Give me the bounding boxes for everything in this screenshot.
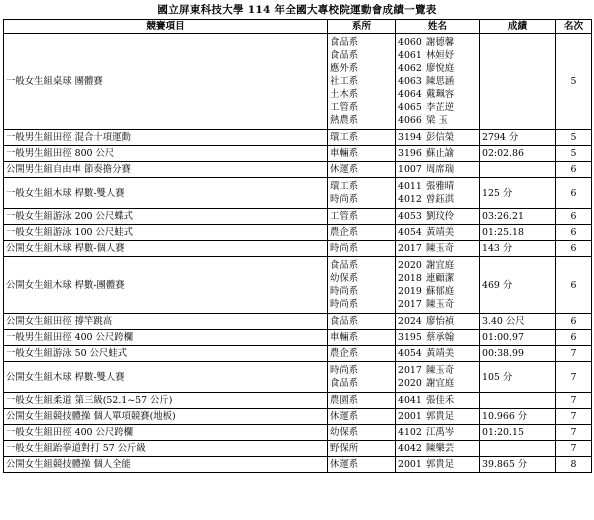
- member-id: 2017: [398, 299, 422, 310]
- member-dept: 休運系: [330, 459, 359, 470]
- rank-cell: 8: [556, 457, 592, 473]
- member-id: 4060: [398, 37, 422, 48]
- table-row: [4, 330, 592, 346]
- member-line: [398, 377, 477, 390]
- member-dept: 幼保系: [330, 273, 359, 284]
- event-cell: 一般女生組桌球 團體賽: [4, 34, 328, 130]
- event-cell: 一般女生組跆拳道對打 57 公斤級: [4, 441, 328, 457]
- table-row: [4, 362, 592, 393]
- member-id: 2018: [398, 273, 422, 284]
- event-cell: 公開女生組木球 桿數-個人賽: [4, 241, 328, 257]
- dept-cell: [328, 257, 396, 314]
- event-cell: 公開女生組木球 桿數-團體賽: [4, 257, 328, 314]
- member-id: 2019: [398, 286, 422, 297]
- member-id: 4012: [398, 194, 422, 205]
- rank-cell: 7: [556, 425, 592, 441]
- member-line: [398, 131, 477, 144]
- header-rank: 名次: [556, 20, 592, 34]
- member-dept: 食品系: [330, 260, 359, 271]
- member-name: 廖悅庭: [426, 63, 455, 74]
- member-name: 李芷逆: [426, 102, 455, 113]
- member-id: 4062: [398, 63, 422, 74]
- member-line: [398, 180, 477, 193]
- member-dept: 休運系: [330, 164, 359, 175]
- member-line: [398, 394, 477, 407]
- rank-cell: 5: [556, 34, 592, 130]
- score-cell: [480, 393, 556, 409]
- member-dept: 農企系: [330, 348, 359, 359]
- member-id: 2020: [398, 378, 422, 389]
- member-line: [398, 114, 477, 127]
- member-id: 2020: [398, 260, 422, 271]
- event-cell: 公開女生組木球 桿數-雙人賽: [4, 362, 328, 393]
- member-line: [398, 272, 477, 285]
- member-id: 4041: [398, 395, 422, 406]
- member-dept: 時尚系: [330, 194, 359, 205]
- member-line: [398, 49, 477, 62]
- name-cell: [396, 393, 480, 409]
- member-dept: 食品系: [330, 50, 359, 61]
- member-name: 陳玉奇: [426, 365, 455, 376]
- score-cell: 2794 分: [480, 130, 556, 146]
- member-name: 謝德馨: [426, 37, 455, 48]
- member-name: 彭信榮: [426, 132, 455, 143]
- table-row: [4, 393, 592, 409]
- member-line: [398, 364, 477, 377]
- header-name: 姓名: [396, 20, 480, 34]
- member-line: [398, 426, 477, 439]
- event-cell: 一般男生組田徑 混合十項運動: [4, 130, 328, 146]
- member-name: 陳玉奇: [426, 243, 455, 254]
- member-id: 2001: [398, 459, 422, 470]
- rank-cell: 7: [556, 346, 592, 362]
- score-cell: 39.865 分: [480, 457, 556, 473]
- header-event: 競賽項目: [4, 20, 328, 34]
- member-id: 2017: [398, 243, 422, 254]
- member-line: [398, 285, 477, 298]
- member-dept: 幼保系: [330, 427, 359, 438]
- dept-cell: [328, 457, 396, 473]
- table-row: [4, 209, 592, 225]
- member-dept: 車輛系: [330, 148, 359, 159]
- score-cell: 01:20.15: [480, 425, 556, 441]
- name-cell: [396, 162, 480, 178]
- member-line: [398, 410, 477, 423]
- member-dept: 農企系: [330, 227, 359, 238]
- member-name: 蔡承翰: [426, 332, 455, 343]
- name-cell: [396, 457, 480, 473]
- member-name: 曾鈺淇: [426, 194, 455, 205]
- event-cell: 一般女生組游泳 200 公尺蝶式: [4, 209, 328, 225]
- member-name: 謝宜庭: [426, 378, 455, 389]
- rank-cell: 7: [556, 409, 592, 425]
- member-line: [398, 36, 477, 49]
- member-dept: 熱農系: [330, 115, 359, 126]
- score-cell: 01:25.18: [480, 225, 556, 241]
- member-dept: 環工系: [330, 132, 359, 143]
- member-line: [398, 193, 477, 206]
- dept-cell: [328, 209, 396, 225]
- event-cell: 一般女生組游泳 50 公尺蛙式: [4, 346, 328, 362]
- dept-cell: [328, 34, 396, 130]
- event-cell: 一般女生組田徑 400 公尺跨欄: [4, 425, 328, 441]
- score-cell: [480, 441, 556, 457]
- member-dept: 環工系: [330, 181, 359, 192]
- table-row: [4, 225, 592, 241]
- rank-cell: 6: [556, 225, 592, 241]
- results-table: [3, 19, 592, 473]
- rank-cell: 5: [556, 146, 592, 162]
- member-dept: 時尚系: [330, 299, 359, 310]
- member-line: [398, 331, 477, 344]
- member-name: 劉玟伶: [426, 211, 455, 222]
- table-row: [4, 425, 592, 441]
- rank-cell: 6: [556, 330, 592, 346]
- dept-cell: [328, 130, 396, 146]
- name-cell: [396, 209, 480, 225]
- event-cell: 公開男生組自由車 節奏擔分賽: [4, 162, 328, 178]
- member-id: 4102: [398, 427, 422, 438]
- member-dept: 時尚系: [330, 365, 359, 376]
- name-cell: [396, 34, 480, 130]
- member-id: 4054: [398, 348, 422, 359]
- member-line: [398, 259, 477, 272]
- member-name: 蘇止諭: [426, 148, 455, 159]
- member-line: [398, 442, 477, 455]
- member-name: 郭貴足: [426, 411, 455, 422]
- score-cell: 3.40 公尺: [480, 314, 556, 330]
- rank-cell: 6: [556, 162, 592, 178]
- member-name: 黃靖美: [426, 227, 455, 238]
- event-cell: 公開女生組競技體操 個人單項競賽(地板): [4, 409, 328, 425]
- dept-cell: [328, 146, 396, 162]
- member-id: 4011: [398, 181, 422, 192]
- member-dept: 土木系: [330, 89, 359, 100]
- member-dept: 工管系: [330, 102, 359, 113]
- member-id: 4042: [398, 443, 422, 454]
- name-cell: [396, 346, 480, 362]
- member-name: 林姮妤: [426, 50, 455, 61]
- dept-cell: [328, 314, 396, 330]
- score-cell: 143 分: [480, 241, 556, 257]
- dept-cell: [328, 425, 396, 441]
- header-score: 成績: [480, 20, 556, 34]
- member-id: 3194: [398, 132, 422, 143]
- member-line: [398, 298, 477, 311]
- member-id: 4061: [398, 50, 422, 61]
- name-cell: [396, 241, 480, 257]
- table-row: [4, 441, 592, 457]
- event-cell: 公開女生組田徑 撐竿跳高: [4, 314, 328, 330]
- member-line: [398, 163, 477, 176]
- dept-cell: [328, 393, 396, 409]
- member-name: 梁 玉: [426, 115, 448, 126]
- rank-cell: 7: [556, 393, 592, 409]
- table-row: [4, 146, 592, 162]
- member-line: [398, 88, 477, 101]
- page-title: 國立屏東科技大學 114 年全國大專校院運動會成績一覽表: [157, 4, 437, 16]
- member-name: 周席瑞: [426, 164, 455, 175]
- dept-cell: [328, 162, 396, 178]
- member-dept: 農園系: [330, 395, 359, 406]
- score-cell: [480, 162, 556, 178]
- member-dept: 休運系: [330, 411, 359, 422]
- member-line: [398, 210, 477, 223]
- rank-cell: 6: [556, 209, 592, 225]
- rank-cell: 6: [556, 257, 592, 314]
- name-cell: [396, 330, 480, 346]
- member-dept: 野保所: [330, 443, 359, 454]
- member-id: 4054: [398, 227, 422, 238]
- member-line: [398, 226, 477, 239]
- member-name: 陳思涵: [426, 76, 455, 87]
- results-sheet: [3, 2, 591, 473]
- dept-cell: [328, 362, 396, 393]
- header-dept: 系所: [328, 20, 396, 34]
- member-name: 陳玉奇: [426, 299, 455, 310]
- member-name: 黃靖美: [426, 348, 455, 359]
- event-cell: 公開女生組競技體操 個人全能: [4, 457, 328, 473]
- member-dept: 食品系: [330, 37, 359, 48]
- member-id: 4066: [398, 115, 422, 126]
- member-name: 連顧潔: [426, 273, 455, 284]
- member-line: [398, 75, 477, 88]
- name-cell: [396, 257, 480, 314]
- event-cell: 一般女生組柔道 第三級(52.1~57 公斤): [4, 393, 328, 409]
- table-row: [4, 162, 592, 178]
- member-id: 1007: [398, 164, 422, 175]
- member-dept: 社工系: [330, 76, 359, 87]
- score-cell: 00:38.99: [480, 346, 556, 362]
- name-cell: [396, 409, 480, 425]
- header-row: [4, 20, 592, 34]
- score-cell: 01:00.97: [480, 330, 556, 346]
- rank-cell: 7: [556, 441, 592, 457]
- table-row: [4, 314, 592, 330]
- member-id: 3196: [398, 148, 422, 159]
- table-row: [4, 409, 592, 425]
- table-row: [4, 241, 592, 257]
- name-cell: [396, 146, 480, 162]
- member-line: [398, 62, 477, 75]
- score-cell: 02:02.86: [480, 146, 556, 162]
- member-name: 戴珮容: [426, 89, 455, 100]
- member-dept: 食品系: [330, 378, 359, 389]
- table-row: [4, 346, 592, 362]
- score-cell: 105 分: [480, 362, 556, 393]
- member-line: [398, 147, 477, 160]
- name-cell: [396, 225, 480, 241]
- member-dept: 應外系: [330, 63, 359, 74]
- event-cell: 一般女生組木球 桿數-雙人賽: [4, 178, 328, 209]
- member-dept: 車輛系: [330, 332, 359, 343]
- table-row: [4, 257, 592, 314]
- dept-cell: [328, 178, 396, 209]
- table-row: [4, 457, 592, 473]
- member-name: 張雅晴: [426, 181, 455, 192]
- member-id: 2001: [398, 411, 422, 422]
- member-id: 2017: [398, 365, 422, 376]
- score-cell: 469 分: [480, 257, 556, 314]
- member-name: 江禹岑: [426, 427, 455, 438]
- member-dept: 時尚系: [330, 243, 359, 254]
- dept-cell: [328, 225, 396, 241]
- member-line: [398, 458, 477, 471]
- score-cell: 03:26.21: [480, 209, 556, 225]
- results-body: [4, 34, 592, 473]
- member-id: 4053: [398, 211, 422, 222]
- rank-cell: 7: [556, 362, 592, 393]
- member-line: [398, 101, 477, 114]
- member-line: [398, 347, 477, 360]
- dept-cell: [328, 241, 396, 257]
- member-name: 蘇郁庭: [426, 286, 455, 297]
- rank-cell: 6: [556, 314, 592, 330]
- table-row: [4, 178, 592, 209]
- member-id: 4065: [398, 102, 422, 113]
- member-line: [398, 242, 477, 255]
- member-dept: 時尚系: [330, 286, 359, 297]
- member-id: 4063: [398, 76, 422, 87]
- member-name: 郭貴足: [426, 459, 455, 470]
- dept-cell: [328, 409, 396, 425]
- dept-cell: [328, 346, 396, 362]
- name-cell: [396, 425, 480, 441]
- name-cell: [396, 362, 480, 393]
- rank-cell: 6: [556, 241, 592, 257]
- member-name: 張佳禾: [426, 395, 455, 406]
- name-cell: [396, 441, 480, 457]
- score-cell: 10.966 分: [480, 409, 556, 425]
- member-line: [398, 315, 477, 328]
- event-cell: 一般男生組田徑 800 公尺: [4, 146, 328, 162]
- name-cell: [396, 314, 480, 330]
- dept-cell: [328, 330, 396, 346]
- member-id: 4064: [398, 89, 422, 100]
- score-cell: 125 分: [480, 178, 556, 209]
- member-dept: 工管系: [330, 211, 359, 222]
- table-row: [4, 34, 592, 130]
- member-id: 3195: [398, 332, 422, 343]
- score-cell: [480, 34, 556, 130]
- member-name: 廖怡禎: [426, 316, 455, 327]
- event-cell: 一般女生組游泳 100 公尺蛙式: [4, 225, 328, 241]
- event-cell: 一般男生組田徑 400 公尺跨欄: [4, 330, 328, 346]
- member-name: 謝宜庭: [426, 260, 455, 271]
- table-row: [4, 130, 592, 146]
- member-dept: 食品系: [330, 316, 359, 327]
- member-name: 陳樂芸: [426, 443, 455, 454]
- dept-cell: [328, 441, 396, 457]
- member-id: 2024: [398, 316, 422, 327]
- name-cell: [396, 178, 480, 209]
- name-cell: [396, 130, 480, 146]
- rank-cell: 5: [556, 130, 592, 146]
- rank-cell: 6: [556, 178, 592, 209]
